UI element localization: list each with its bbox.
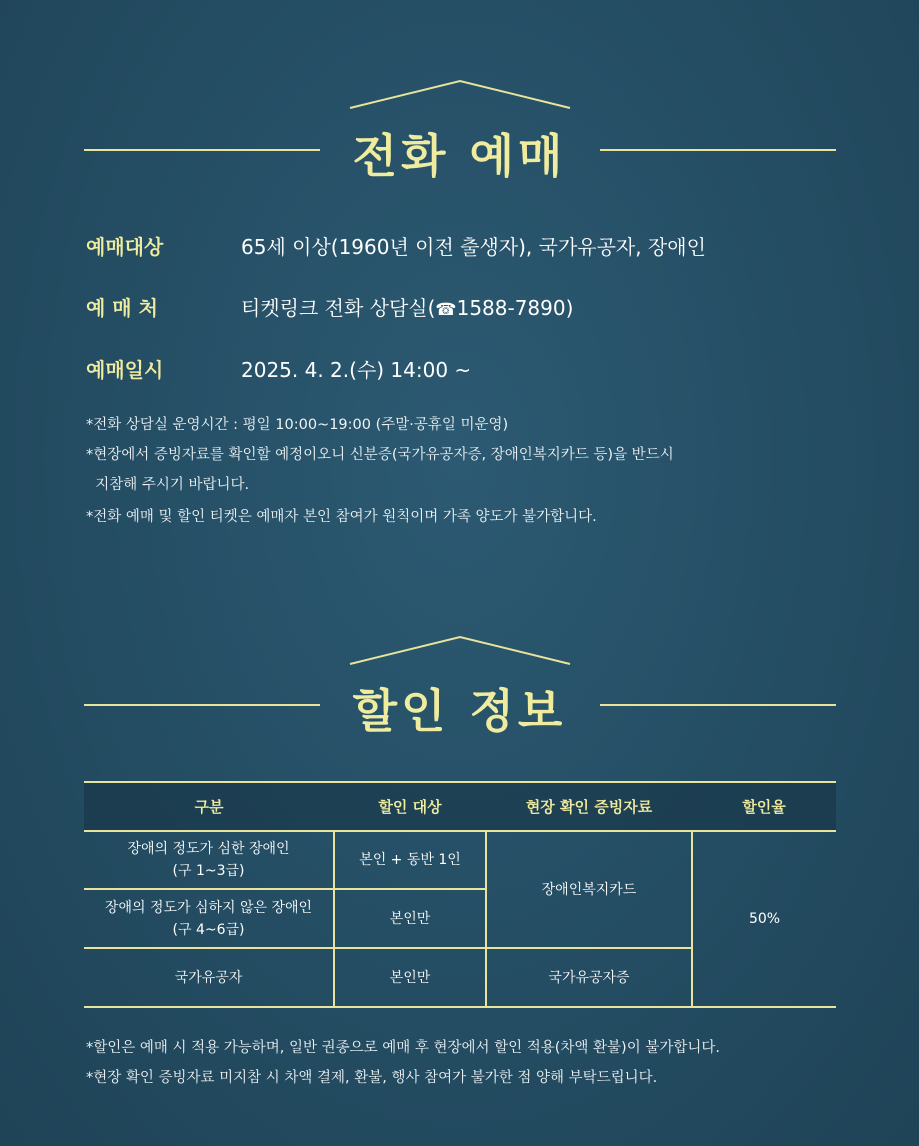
phone-section-title: 전화 예매 bbox=[352, 129, 567, 183]
phone-note: 지참해 주시기 바랍니다. bbox=[86, 477, 250, 493]
category-name: 장애의 정도가 심한 장애인 bbox=[127, 841, 290, 857]
category-name: 장애의 정도가 심하지 않은 장애인 bbox=[104, 899, 313, 916]
info-value: 2025. 4. 2.(수) 14:00 ~ bbox=[241, 357, 472, 382]
phone-note: *현장에서 증빙자료를 확인할 예정이오니 신분증(국가유공자증, 장애인복지카드 등)을 반드시 bbox=[86, 447, 674, 463]
roof-ornament-icon bbox=[0, 78, 919, 118]
phone-note: *전화 상담실 운영시간 : 평일 10:00~19:00 (주말·공휴일 미운영) bbox=[86, 417, 509, 433]
category-grade: (구 1~3급) bbox=[172, 863, 245, 879]
info-label: 예매일시 bbox=[86, 357, 164, 382]
info-row-target bbox=[86, 225, 706, 265]
info-value: 65세 이상(1960년 이전 출생자), 국가유공자, 장애인 bbox=[241, 234, 706, 259]
target-cell: 본인만 bbox=[334, 948, 486, 1007]
roof-ornament-icon bbox=[0, 634, 919, 674]
table-header-row bbox=[84, 782, 836, 831]
info-value-prefix: 티켓링크 전화 상담실( bbox=[241, 295, 436, 320]
rate-cell: 50% bbox=[692, 831, 836, 1007]
phone-section-header bbox=[0, 78, 919, 188]
column-header: 할인율 bbox=[692, 782, 836, 831]
info-row-datetime bbox=[86, 348, 471, 388]
discount-section-title: 할인 정보 bbox=[352, 684, 567, 738]
info-label: 예매대상 bbox=[86, 234, 164, 259]
category-cell: 국가유공자 bbox=[84, 948, 334, 1007]
category-grade: (구 4~6급) bbox=[172, 921, 245, 938]
target-cell: 본인만 bbox=[334, 889, 486, 948]
proof-cell: 국가유공자증 bbox=[486, 948, 692, 1007]
discount-table bbox=[84, 781, 836, 1008]
phone-icon: ☎ bbox=[435, 299, 457, 320]
phone-number: 1588-7890) bbox=[456, 295, 574, 320]
table-row bbox=[84, 831, 836, 889]
column-header: 할인 대상 bbox=[334, 782, 486, 831]
info-value bbox=[241, 292, 573, 321]
category-cell bbox=[84, 831, 334, 889]
proof-cell: 장애인복지카드 bbox=[486, 831, 692, 948]
target-cell: 본인 + 동반 1인 bbox=[334, 831, 486, 889]
discount-note: *현장 확인 증빙자료 미지참 시 차액 결제, 환불, 행사 참여가 불가한 점 양해 부탁드립니다. bbox=[86, 1070, 658, 1086]
column-header: 현장 확인 증빙자료 bbox=[486, 782, 692, 831]
info-label: 예 매 처 bbox=[86, 295, 158, 320]
discount-section-header bbox=[0, 634, 919, 744]
info-row-place bbox=[86, 286, 573, 326]
category-cell bbox=[84, 889, 334, 948]
phone-note: *전화 예매 및 할인 티켓은 예매자 본인 참여가 원칙이며 가족 양도가 불가합니다. bbox=[86, 509, 597, 525]
column-header: 구분 bbox=[84, 782, 334, 831]
discount-note: *할인은 예매 시 적용 가능하며, 일반 권종으로 예매 후 현장에서 할인 적용(차액 환불)이 불가합니다. bbox=[86, 1040, 720, 1056]
